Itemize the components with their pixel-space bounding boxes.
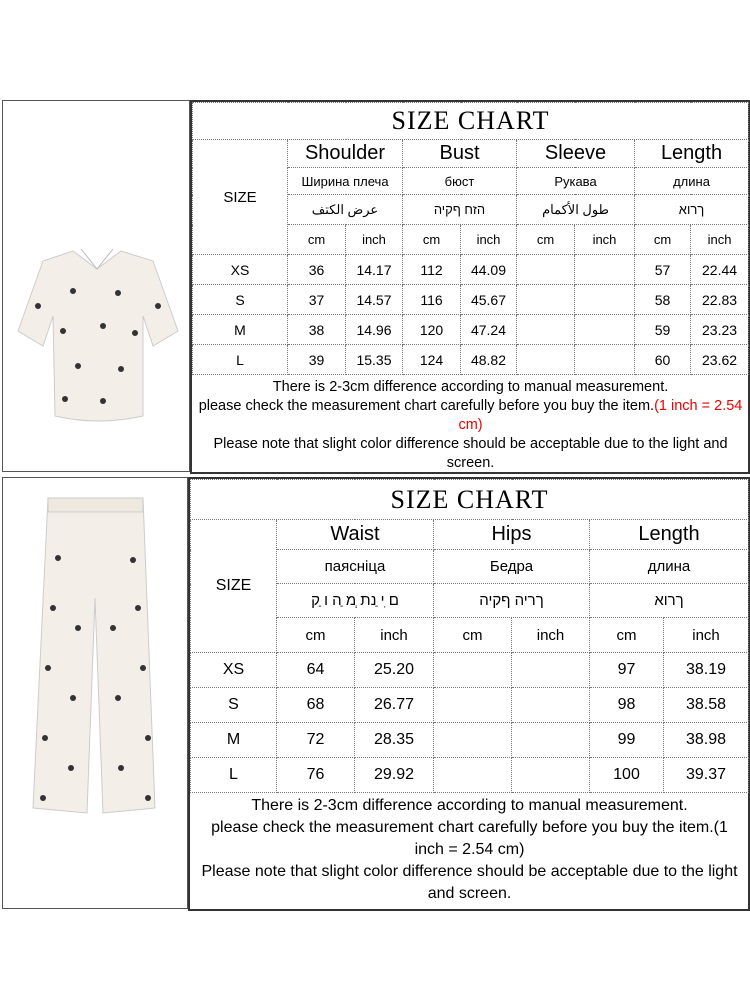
shirt-illustration <box>3 101 189 471</box>
value-cell: 48.82 <box>461 345 517 375</box>
value-cell: 38.19 <box>664 653 749 688</box>
value-cell: 22.83 <box>691 285 749 315</box>
note-2: please check the measurement chart carefully before you buy the item.(1 inch = 2.54 cm) <box>211 819 728 858</box>
value-cell <box>434 723 512 758</box>
size-header: SIZE <box>193 140 288 255</box>
notes <box>193 375 749 476</box>
shirt-image <box>2 100 190 472</box>
unit-cm: cm <box>403 225 461 255</box>
top-size-table <box>192 102 749 475</box>
unit-inch: inch <box>512 618 590 653</box>
value-cell: 112 <box>403 255 461 285</box>
value-cell: 76 <box>277 758 355 793</box>
value-cell: 99 <box>590 723 664 758</box>
size-cell: L <box>193 345 288 375</box>
size-cell: S <box>193 285 288 315</box>
value-cell: 26.77 <box>355 688 434 723</box>
col-length-alt: ךרוא <box>635 195 749 225</box>
value-cell: 97 <box>590 653 664 688</box>
col-sleeve-alt: طول الأكمام <box>517 195 635 225</box>
col-shoulder-alt: عرض الكتف <box>288 195 403 225</box>
size-cell: XS <box>191 653 277 688</box>
value-cell <box>434 758 512 793</box>
value-cell: 72 <box>277 723 355 758</box>
chart-title: SIZE CHART <box>193 103 749 140</box>
unit-inch: inch <box>664 618 749 653</box>
value-cell: 38 <box>288 315 346 345</box>
value-cell <box>512 758 590 793</box>
col-waist-alt: ם ִי ַנת ְמ ַה ו ַק <box>277 584 434 618</box>
unit-cm: cm <box>434 618 512 653</box>
col-length-ru: длина <box>590 550 749 584</box>
unit-cm: cm <box>635 225 691 255</box>
value-cell: 98 <box>590 688 664 723</box>
value-cell: 116 <box>403 285 461 315</box>
value-cell: 39.37 <box>664 758 749 793</box>
bottom-size-table <box>190 479 749 907</box>
col-hips: Hips <box>434 520 590 550</box>
value-cell: 37 <box>288 285 346 315</box>
table-row <box>193 255 749 285</box>
unit-cm: cm <box>590 618 664 653</box>
unit-cm: cm <box>288 225 346 255</box>
value-cell: 57 <box>635 255 691 285</box>
value-cell <box>517 285 575 315</box>
notes <box>191 793 749 908</box>
value-cell: 44.09 <box>461 255 517 285</box>
value-cell <box>512 688 590 723</box>
value-cell: 14.96 <box>346 315 403 345</box>
value-cell: 23.23 <box>691 315 749 345</box>
value-cell <box>512 653 590 688</box>
col-length: Length <box>635 140 749 168</box>
col-length-ru: длина <box>635 168 749 195</box>
col-waist: Waist <box>277 520 434 550</box>
size-cell: XS <box>193 255 288 285</box>
table-row <box>193 315 749 345</box>
value-cell: 23.62 <box>691 345 749 375</box>
size-cell: L <box>191 758 277 793</box>
value-cell: 64 <box>277 653 355 688</box>
value-cell: 39 <box>288 345 346 375</box>
value-cell <box>575 315 635 345</box>
unit-inch: inch <box>346 225 403 255</box>
value-cell: 58 <box>635 285 691 315</box>
value-cell <box>517 255 575 285</box>
top-size-chart <box>190 100 750 474</box>
note-1: There is 2-3cm difference according to manual measurement. <box>272 379 669 395</box>
note-2-conversion: (1 inch = 2.54 cm) <box>458 398 743 433</box>
col-shoulder-ru: Ширина плеча <box>288 168 403 195</box>
col-sleeve-ru: Рукава <box>517 168 635 195</box>
value-cell <box>575 345 635 375</box>
value-cell: 60 <box>635 345 691 375</box>
size-header: SIZE <box>191 520 277 653</box>
unit-inch: inch <box>691 225 749 255</box>
col-hips-alt: ךריה ףקיה <box>434 584 590 618</box>
size-cell: S <box>191 688 277 723</box>
value-cell: 22.44 <box>691 255 749 285</box>
value-cell: 59 <box>635 315 691 345</box>
value-cell: 25.20 <box>355 653 434 688</box>
pants-illustration <box>3 478 187 908</box>
unit-inch: inch <box>575 225 635 255</box>
note-1: There is 2-3cm difference according to manual measurement. <box>251 797 688 814</box>
value-cell <box>434 688 512 723</box>
table-row <box>191 653 749 688</box>
value-cell: 68 <box>277 688 355 723</box>
value-cell: 14.17 <box>346 255 403 285</box>
value-cell: 14.57 <box>346 285 403 315</box>
chart-title: SIZE CHART <box>191 480 749 520</box>
col-length: Length <box>590 520 749 550</box>
value-cell: 38.58 <box>664 688 749 723</box>
col-hips-ru: Бедра <box>434 550 590 584</box>
col-waist-ru: паясніца <box>277 550 434 584</box>
note-3: Please note that slight color difference should be acceptable due to the light and screen. <box>213 436 728 471</box>
col-bust: Bust <box>403 140 517 168</box>
note-2 <box>197 397 745 435</box>
value-cell: 15.35 <box>346 345 403 375</box>
table-row <box>193 285 749 315</box>
unit-cm: cm <box>517 225 575 255</box>
col-shoulder: Shoulder <box>288 140 403 168</box>
unit-cm: cm <box>277 618 355 653</box>
value-cell <box>434 653 512 688</box>
value-cell: 45.67 <box>461 285 517 315</box>
col-length-alt: ךרוא <box>590 584 749 618</box>
value-cell <box>575 285 635 315</box>
pants-image <box>2 477 188 909</box>
value-cell: 36 <box>288 255 346 285</box>
size-cell: M <box>191 723 277 758</box>
table-row <box>191 758 749 793</box>
value-cell: 47.24 <box>461 315 517 345</box>
value-cell: 29.92 <box>355 758 434 793</box>
col-bust-alt: הזח ףקיה <box>403 195 517 225</box>
note-2-text: please check the measurement chart carefully before you buy the item. <box>198 398 655 414</box>
unit-inch: inch <box>461 225 517 255</box>
value-cell <box>575 255 635 285</box>
value-cell <box>517 345 575 375</box>
bottom-size-chart <box>188 477 750 911</box>
value-cell: 120 <box>403 315 461 345</box>
table-row <box>193 345 749 375</box>
unit-inch: inch <box>355 618 434 653</box>
table-row <box>191 723 749 758</box>
value-cell: 28.35 <box>355 723 434 758</box>
col-sleeve: Sleeve <box>517 140 635 168</box>
col-bust-ru: бюст <box>403 168 517 195</box>
size-cell: M <box>193 315 288 345</box>
note-3: Please note that slight color difference should be acceptable due to the light and screen. <box>201 863 738 902</box>
table-row <box>191 688 749 723</box>
value-cell: 124 <box>403 345 461 375</box>
value-cell <box>517 315 575 345</box>
value-cell: 100 <box>590 758 664 793</box>
value-cell <box>512 723 590 758</box>
value-cell: 38.98 <box>664 723 749 758</box>
